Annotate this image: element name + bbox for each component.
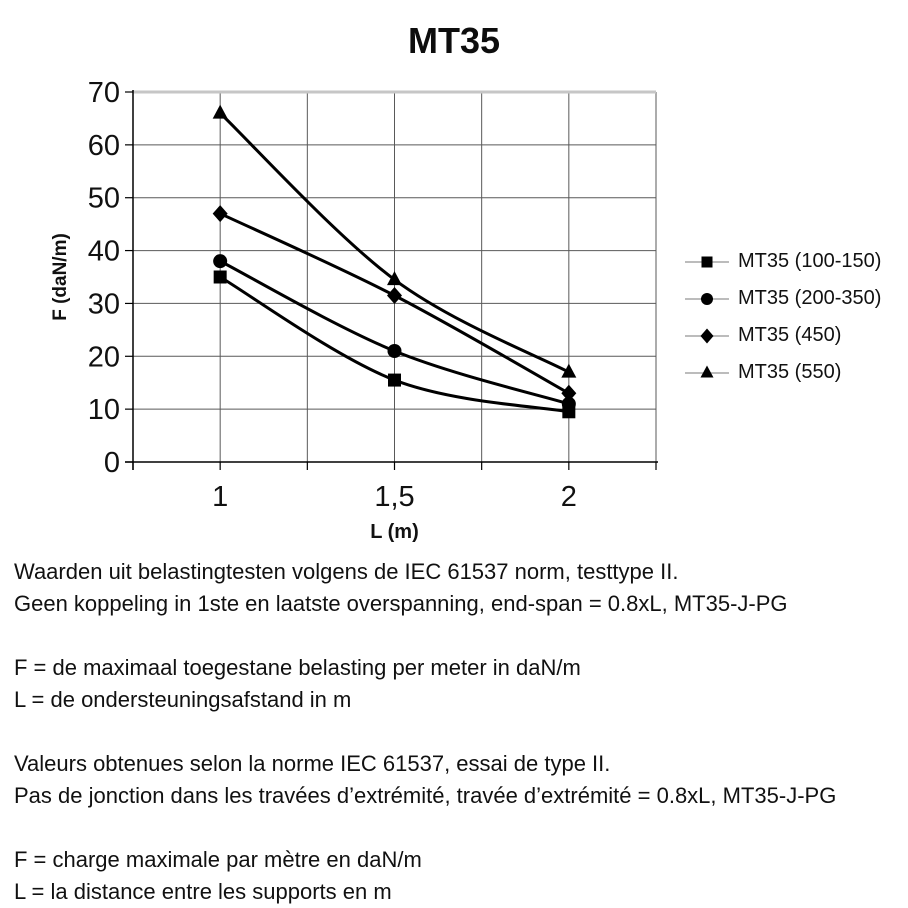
y-tick-label: 20 — [87, 341, 120, 374]
y-tick-label: 10 — [87, 394, 120, 427]
legend-label: MT35 (550) — [738, 361, 842, 383]
chart-title: MT35 — [407, 20, 501, 61]
legend-item — [684, 280, 881, 317]
x-tick-label: 1,5 — [374, 481, 415, 513]
y-tick-label: 60 — [87, 129, 120, 162]
note-paragraph-fr-test — [14, 748, 904, 812]
note-paragraph-fr-defs — [14, 844, 904, 908]
x-tick-label: 2 — [560, 481, 577, 513]
legend-item — [684, 243, 881, 280]
x-tick-label: 1 — [212, 481, 229, 513]
legend-marker-circle-icon — [684, 290, 730, 308]
y-axis-title: F (daN/m) — [50, 233, 71, 321]
note-line: F = de maximaal toegestane belasting per meter in daN/m — [14, 655, 581, 680]
legend — [684, 243, 881, 391]
note-line: Pas de jonction dans les travées d’extrémité, travée d’extrémité = 0.8xL, MT35-J-PG — [14, 783, 837, 808]
legend-marker-triangle-icon — [684, 364, 730, 382]
note-line: Waarden uit belastingtesten volgens de IEC 61537 norm, testtype II. — [14, 559, 679, 584]
y-tick-label: 50 — [87, 182, 120, 215]
legend-label: MT35 (450) — [738, 324, 842, 346]
x-axis-title: L (m) — [370, 521, 419, 543]
y-tick-label: 0 — [103, 447, 120, 479]
y-tick-label: 40 — [87, 235, 120, 268]
legend-item — [684, 354, 881, 391]
legend-marker-diamond-icon — [684, 327, 730, 345]
legend-label: MT35 (200-350) — [738, 287, 882, 309]
note-line: L = de ondersteuningsafstand in m — [14, 687, 352, 712]
note-line: F = charge maximale par mètre en daN/m — [14, 847, 422, 872]
note-line: Valeurs obtenues selon la norme IEC 61537, essai de type II. — [14, 751, 611, 776]
y-tick-label: 70 — [87, 77, 120, 109]
legend-marker-square-icon — [684, 253, 730, 271]
legend-label: MT35 (100-150) — [738, 250, 882, 272]
legend-item — [684, 317, 881, 354]
note-line: L = la distance entre les supports en m — [14, 879, 392, 904]
notes-block — [14, 556, 904, 908]
note-line: Geen koppeling in 1ste en laatste overspanning, end-span = 0.8xL, MT35-J-PG — [14, 591, 788, 616]
note-paragraph-nl-test — [14, 556, 904, 620]
note-paragraph-nl-defs — [14, 652, 904, 716]
y-tick-label: 30 — [87, 288, 120, 321]
